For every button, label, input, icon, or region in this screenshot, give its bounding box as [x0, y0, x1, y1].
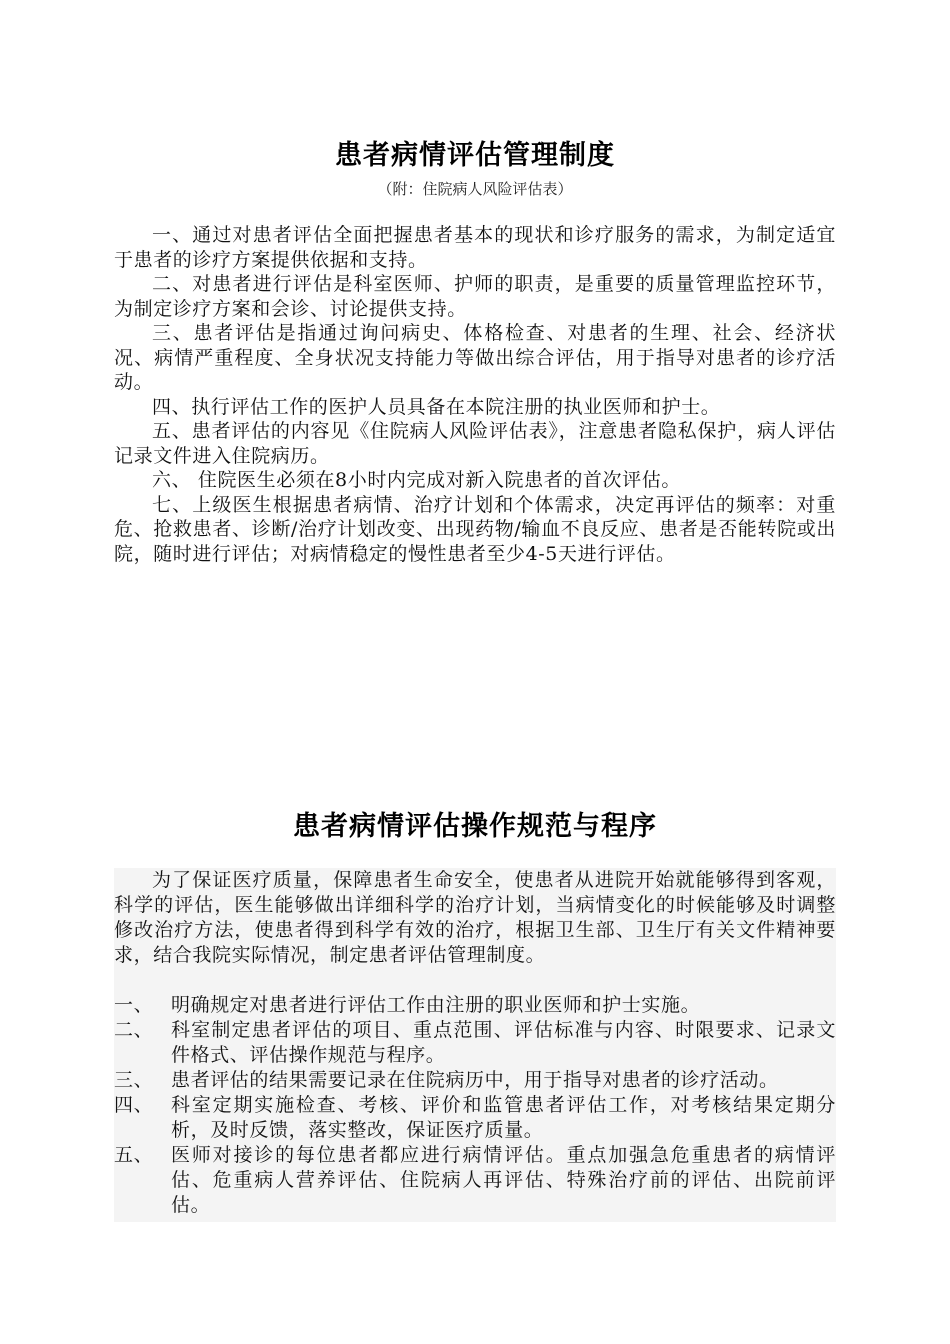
- procedure-body: [114, 868, 836, 1222]
- spacer: [114, 968, 836, 993]
- list-item-number: 五、: [114, 1144, 154, 1166]
- list-item: [114, 1018, 836, 1068]
- list-item-text: 科室制定患者评估的项目、重点范围、评估标准与内容、时限要求、记录文件格式、评估操作规范与程序。: [171, 1019, 836, 1066]
- procedure-list: [114, 993, 836, 1218]
- list-item-number: 一、: [114, 994, 154, 1016]
- list-item: [114, 993, 836, 1018]
- list-item-text: 患者评估的结果需要记录在住院病历中，用于指导对患者的诊疗活动。: [171, 1069, 779, 1091]
- document-title-1: 患者病情评估管理制度: [335, 140, 615, 171]
- list-item-number: 二、: [114, 1019, 154, 1041]
- paragraph-1: 一、通过对患者评估全面把握患者基本的现状和诊疗服务的需求，为制定适宜于患者的诊疗方案提供依据和支持。: [114, 224, 836, 271]
- list-item-text: 医师对接诊的每位患者都应进行病情评估。重点加强急危重患者的病情评估、危重病人营养评估、住院病人再评估、特殊治疗前的评估、出院前评估。: [171, 1144, 836, 1216]
- paragraph-5: 五、患者评估的内容见《住院病人风险评估表》，注意患者隐私保护，病人评估记录文件进入住院病历。: [114, 420, 836, 467]
- list-item-text: 科室定期实施检查、考核、评价和监管患者评估工作，对考核结果定期分析，及时反馈，落实整改，保证医疗质量。: [171, 1094, 836, 1141]
- list-item-text: 明确规定对患者进行评估工作由注册的职业医师和护士实施。: [171, 994, 701, 1016]
- paragraph-2: 二、对患者进行评估是科室医师、护师的职责，是重要的质量管理监控环节，为制定诊疗方案和会诊、讨论提供支持。: [114, 273, 836, 320]
- procedure-intro: 为了保证医疗质量，保障患者生命安全，使患者从进院开始就能够得到客观，科学的评估，医生能够做出详细科学的治疗计划，当病情变化的时候能够及时调整修改治疗方法，使患者得到科学有效的治疗，根据卫生部、卫生厅有关文件精神要求，结合我院实际情况，制定患者评估管理制度。: [114, 869, 836, 966]
- list-item: [114, 1143, 836, 1218]
- list-item: [114, 1093, 836, 1143]
- list-item-number: 四、: [114, 1094, 154, 1116]
- document-title-2: 患者病情评估操作规范与程序: [293, 811, 657, 842]
- paragraph-3: 三、患者评估是指通过询问病史、体格检查、对患者的生理、社会、经济状况、病情严重程度、全身状况支持能力等做出综合评估，用于指导对患者的诊疗活动。: [114, 322, 836, 393]
- list-item-number: 三、: [114, 1069, 154, 1091]
- regulation-body: [114, 223, 836, 566]
- paragraph-7: 七、上级医生根据患者病情、治疗计划和个体需求，决定再评估的频率：对重危、抢救患者、诊断/治疗计划改变、出现药物/输血不良反应、患者是否能转院或出院，随时进行评估；对病情稳定的慢性患者至少4-5天进行评估。: [114, 493, 836, 565]
- list-item: [114, 1068, 836, 1093]
- paragraph-4: 四、执行评估工作的医护人员具备在本院注册的执业医师和护士。: [152, 395, 721, 418]
- document-subtitle-1: （附：住院病人风险评估表）: [377, 180, 573, 198]
- paragraph-6: 六、 住院医生必须在8小时内完成对新入院患者的首次评估。: [152, 469, 681, 491]
